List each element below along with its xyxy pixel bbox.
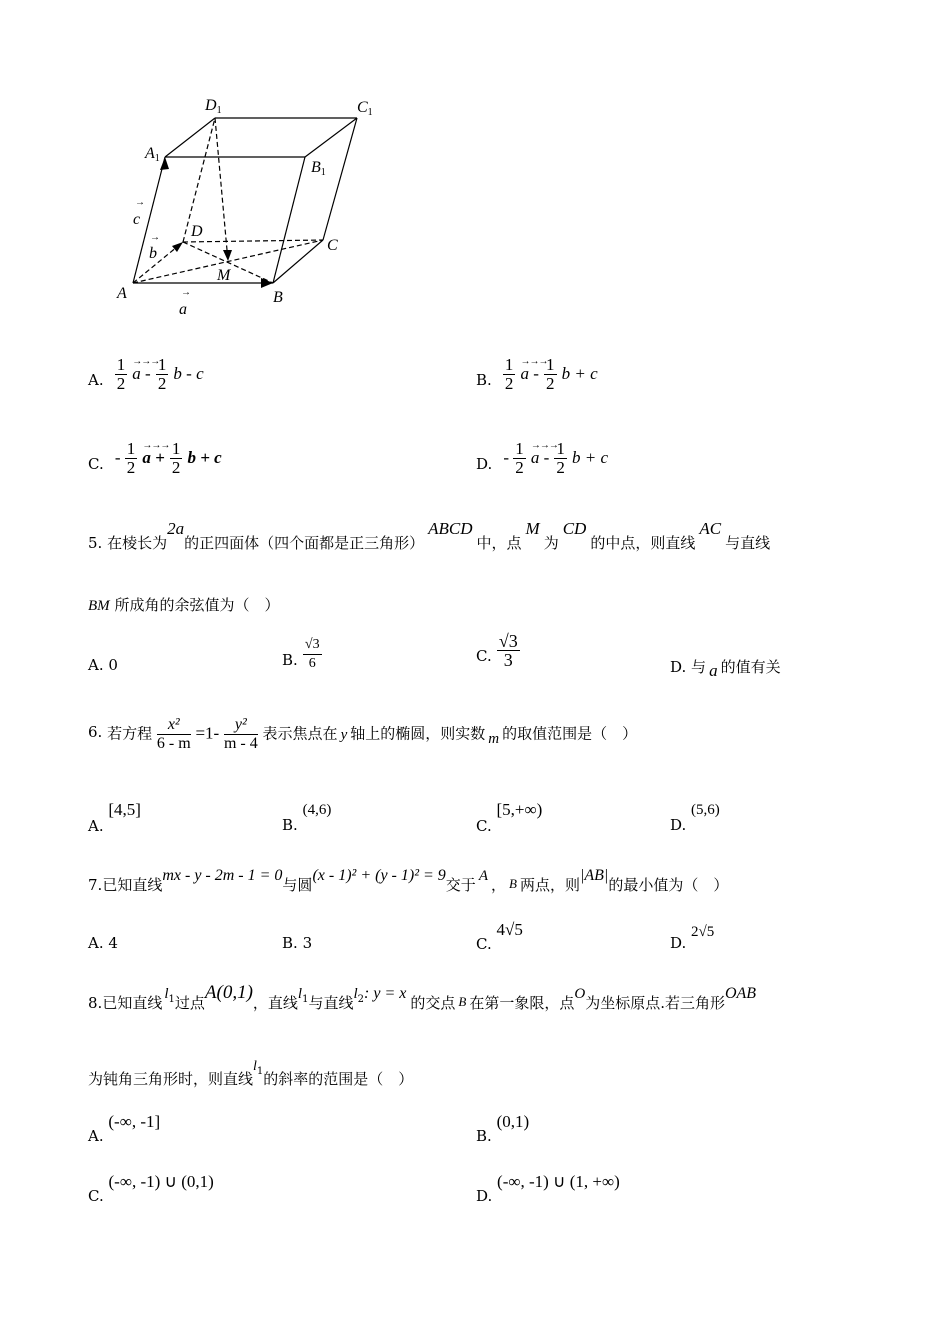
q5-stem-line1: 5. 在棱长为2a的正四面体（四个面都是正三角形）ABCD中，点M为CD的中点，则直线AC与直线 (88, 519, 771, 552)
q8-option-b[interactable]: B. (0,1) (476, 1112, 530, 1145)
q5-option-a[interactable]: A. 0 (88, 656, 118, 674)
arrow-a: → (181, 287, 191, 298)
q7-option-c[interactable]: C. 4√5 (476, 920, 523, 953)
q5-stem-line2: BM 所成角的余弦值为（ ） (88, 596, 280, 614)
q8-option-c[interactable]: C. (-∞, -1) ∪ (0,1) (88, 1172, 214, 1205)
q5-option-b[interactable]: B. $\frac{√3}{6}$ (282, 637, 320, 671)
arrow-b: → (150, 232, 160, 243)
q6-option-a[interactable]: A. [4,5] (88, 800, 141, 835)
label-a: a (179, 301, 187, 318)
arrow-c: → (135, 197, 145, 208)
q6-option-d[interactable]: D. (5,6) (670, 802, 720, 834)
label-D1: D1 (205, 97, 222, 116)
label-b: b (149, 245, 157, 262)
q5-option-c[interactable]: C. $\frac{√3}{3}$ (476, 631, 518, 670)
q4-option-c[interactable] (88, 440, 222, 477)
q8-option-d[interactable]: D. (-∞, -1) ∪ (1, +∞) (476, 1172, 620, 1205)
option-letter: A. (88, 371, 104, 389)
option-letter: C. (88, 455, 104, 473)
label-B: B (273, 289, 283, 306)
q4-option-d[interactable] (476, 440, 608, 477)
vector-dm-arrowhead (223, 250, 232, 261)
label-D: D (191, 223, 203, 240)
option-expression: $\frac{1}{2}$ →→→ a - $\frac{1}{2}$ b + c (504, 355, 598, 393)
option-letter: D. (476, 455, 493, 473)
q7-option-d[interactable]: D. 2√5 (670, 924, 715, 952)
q7-option-b[interactable]: B. 3 (282, 934, 313, 952)
q8-stem-line1: 8.已知直线 $l_1$过点A(0,1)，直线$l_1$与直线$l_2$: y = x的交点 B 在第一象限，点O为坐标原点.若三角形OAB (88, 982, 757, 1012)
parallelepiped-figure (105, 90, 395, 325)
q4-option-a[interactable] (88, 356, 204, 393)
label-C1: C1 (357, 99, 373, 118)
q5-option-d[interactable]: D. 与 a 的值有关 (670, 658, 781, 680)
option-expression: - $\frac{1}{2}$ →→→ a - $\frac{1}{2}$ b + c (503, 439, 609, 477)
q6-stem: 6. 若方程 $\frac{\text{x²}}{6 - m}$ =1- $\frac{\text{y²}}{m - 4}$ 表示焦点在 y 轴上的椭圆，则实数 m 的取值范围是（ ） (88, 716, 638, 752)
vector-b-arrowhead (172, 242, 183, 252)
label-B1: B1 (311, 159, 326, 178)
q8-stem-line2: 为钝角三角形时，则直线$l_1$的斜率的范围是（ ） (88, 1059, 414, 1088)
vector-a-arrowhead (261, 278, 273, 288)
option-expression: - $\frac{1}{2}$ →→→ a + $\frac{1}{2}$ b + c (114, 439, 222, 477)
q8-option-a[interactable]: A. (-∞, -1] (88, 1112, 161, 1145)
label-M: M (217, 267, 231, 284)
q4-option-b[interactable] (476, 356, 598, 393)
label-A1: A1 (145, 145, 160, 164)
q7-option-a[interactable]: A. 4 (88, 934, 118, 952)
q6-option-b[interactable]: B. (4,6) (282, 802, 332, 834)
vector-c-arrowhead (160, 157, 169, 170)
label-c: c (133, 211, 141, 228)
label-C: C (327, 237, 338, 254)
option-expression: $\frac{1}{2}$ →→→ a - $\frac{1}{2}$ b - c (116, 355, 204, 393)
label-A: A (117, 285, 127, 302)
option-letter: B. (476, 371, 492, 389)
q6-option-c[interactable]: C. [5,+∞) (476, 800, 543, 835)
q7-stem: 7.已知直线mx - y - 2m - 1 = 0与圆(x - 1)² + (y - 1)² = 9交于 A ， B 两点，则|AB|的最小值为（ ） (88, 867, 729, 894)
